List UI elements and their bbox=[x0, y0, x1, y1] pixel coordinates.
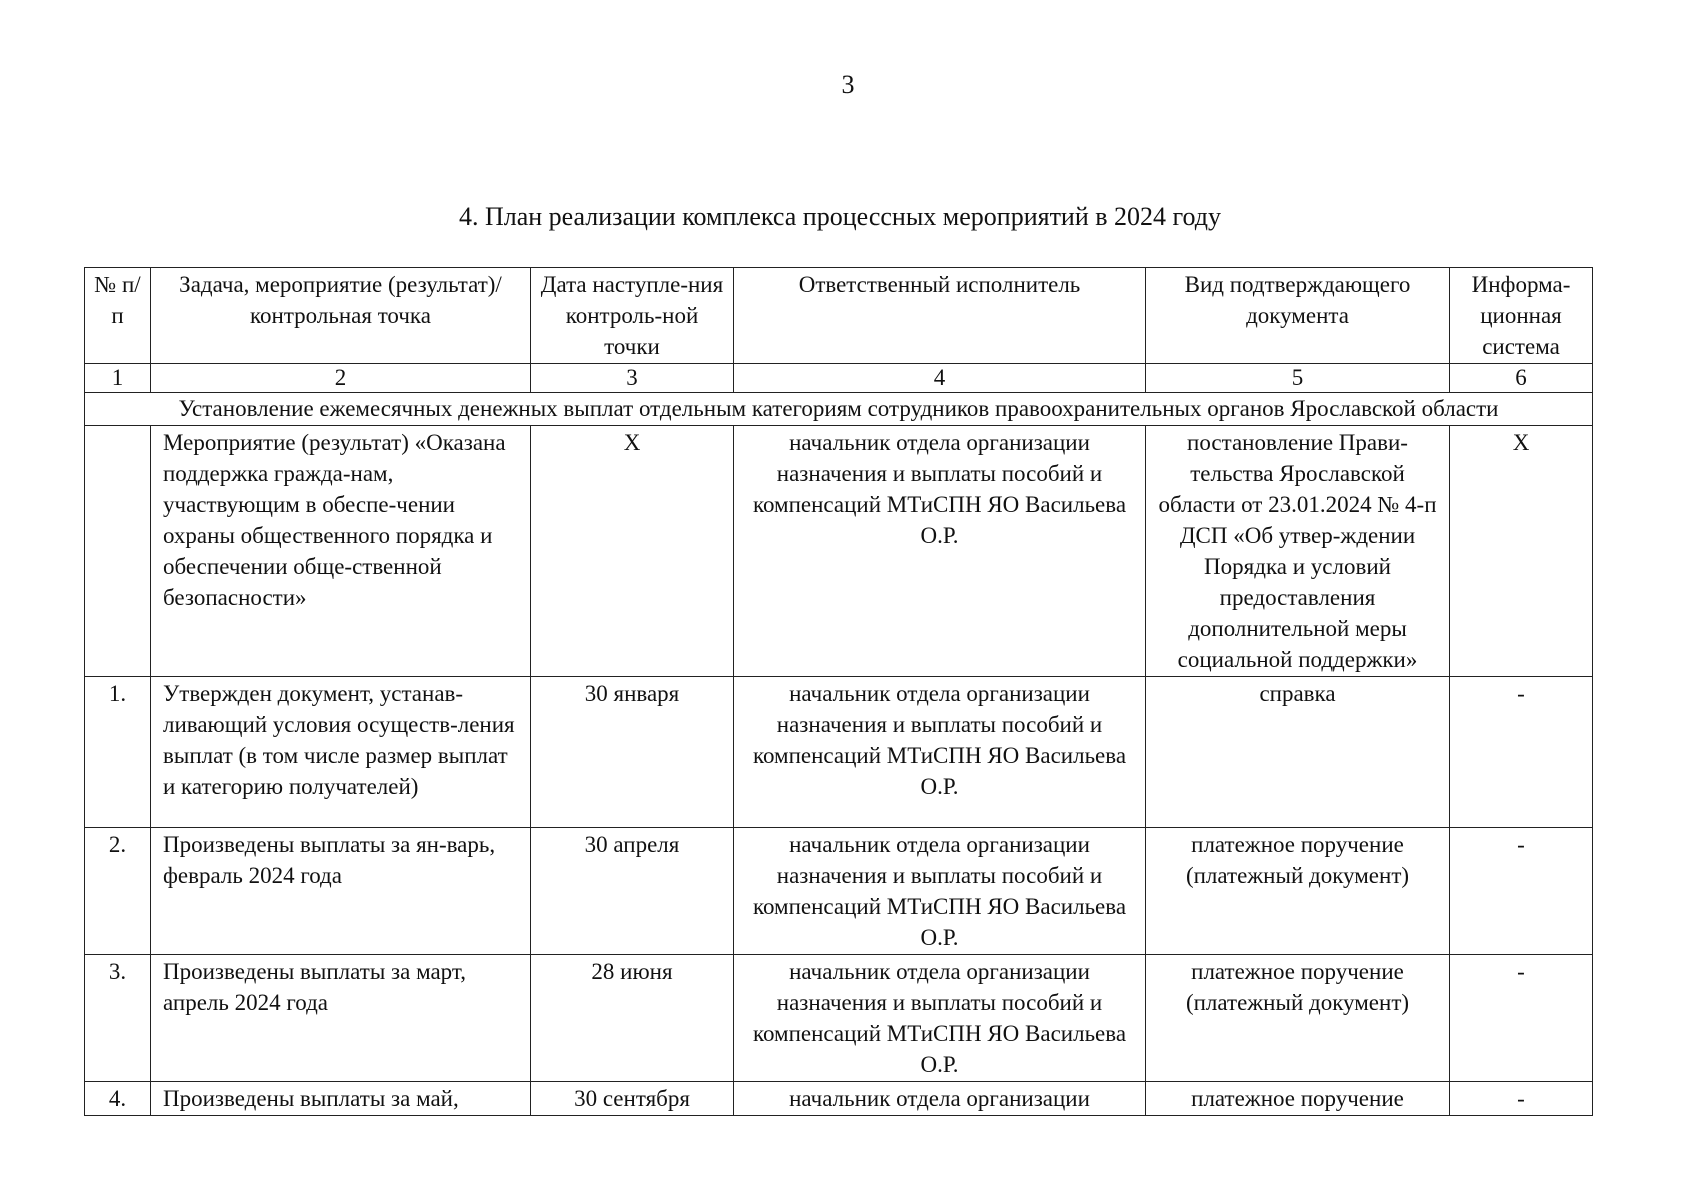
row-responsible: начальник отдела организации назначения и выплаты пособий и компенсаций МТиСПН ЯО Васильева О.Р. bbox=[734, 677, 1146, 828]
row-number: 3. bbox=[85, 955, 151, 1082]
header-number: № п/п bbox=[85, 268, 151, 364]
column-number: 2 bbox=[151, 364, 531, 393]
header-responsible: Ответственный исполнитель bbox=[734, 268, 1146, 364]
row-responsible: начальник отдела организации bbox=[734, 1082, 1146, 1116]
row-number: 4. bbox=[85, 1082, 151, 1116]
row-date: 30 сентября bbox=[531, 1082, 734, 1116]
row-task: Произведены выплаты за ян-варь, февраль 2024 года bbox=[151, 828, 531, 955]
plan-table bbox=[84, 267, 1593, 1116]
row-system: - bbox=[1450, 677, 1593, 828]
column-number: 6 bbox=[1450, 364, 1593, 393]
row-date: 28 июня bbox=[531, 955, 734, 1082]
row-system: - bbox=[1450, 828, 1593, 955]
row-system: - bbox=[1450, 955, 1593, 1082]
row-document: платежное поручение (платежный документ) bbox=[1146, 828, 1450, 955]
column-number-row bbox=[85, 364, 1593, 393]
row-task: Мероприятие (результат) «Оказана поддержка гражда-нам, участвующим в обеспе-чении охраны общественного порядка и обеспечении обще-ственной безопасности» bbox=[151, 426, 531, 677]
table-header-row bbox=[85, 268, 1593, 364]
row-task: Произведены выплаты за март, апрель 2024 года bbox=[151, 955, 531, 1082]
table-row bbox=[85, 426, 1593, 677]
header-date: Дата наступле-ния контроль-ной точки bbox=[531, 268, 734, 364]
row-responsible: начальник отдела организации назначения и выплаты пособий и компенсаций МТиСПН ЯО Васильева О.Р. bbox=[734, 828, 1146, 955]
section-row bbox=[85, 393, 1593, 426]
row-date: 30 апреля bbox=[531, 828, 734, 955]
row-number: 2. bbox=[85, 828, 151, 955]
page-number: 3 bbox=[841, 70, 855, 99]
row-number: 1. bbox=[85, 677, 151, 828]
row-document: платежное поручение bbox=[1146, 1082, 1450, 1116]
table-row bbox=[85, 955, 1593, 1082]
table-row bbox=[85, 828, 1593, 955]
row-number bbox=[85, 426, 151, 677]
row-responsible: начальник отдела организации назначения и выплаты пособий и компенсаций МТиСПН ЯО Васильева О.Р. bbox=[734, 955, 1146, 1082]
section-title: Установление ежемесячных денежных выплат отдельным категориям сотрудников правоохранительных органов Ярославской области bbox=[85, 393, 1593, 426]
row-system: Х bbox=[1450, 426, 1593, 677]
table-row bbox=[85, 677, 1593, 828]
row-responsible: начальник отдела организации назначения и выплаты пособий и компенсаций МТиСПН ЯО Васильева О.Р. bbox=[734, 426, 1146, 677]
row-task: Произведены выплаты за май, bbox=[151, 1082, 531, 1116]
row-system: - bbox=[1450, 1082, 1593, 1116]
row-document: платежное поручение (платежный документ) bbox=[1146, 955, 1450, 1082]
column-number: 1 bbox=[85, 364, 151, 393]
row-date: 30 января bbox=[531, 677, 734, 828]
column-number: 4 bbox=[734, 364, 1146, 393]
header-document: Вид подтверждающего документа bbox=[1146, 268, 1450, 364]
row-document: справка bbox=[1146, 677, 1450, 828]
table-row bbox=[85, 1082, 1593, 1116]
row-document: постановление Прави-тельства Ярославской области от 23.01.2024 № 4-п ДСП «Об утвер-ждении Порядка и условий предоставления дополнительной меры социальной поддержки» bbox=[1146, 426, 1450, 677]
header-task: Задача, мероприятие (результат)/ контрольная точка bbox=[151, 268, 531, 364]
header-system: Информа-ционная система bbox=[1450, 268, 1593, 364]
column-number: 5 bbox=[1146, 364, 1450, 393]
page-title: 4. План реализации комплекса процессных мероприятий в 2024 году bbox=[458, 202, 1222, 231]
column-number: 3 bbox=[531, 364, 734, 393]
row-date: Х bbox=[531, 426, 734, 677]
row-task: Утвержден документ, устанав-ливающий условия осуществ-ления выплат (в том числе размер выплат и категорию получателей) bbox=[151, 677, 531, 828]
